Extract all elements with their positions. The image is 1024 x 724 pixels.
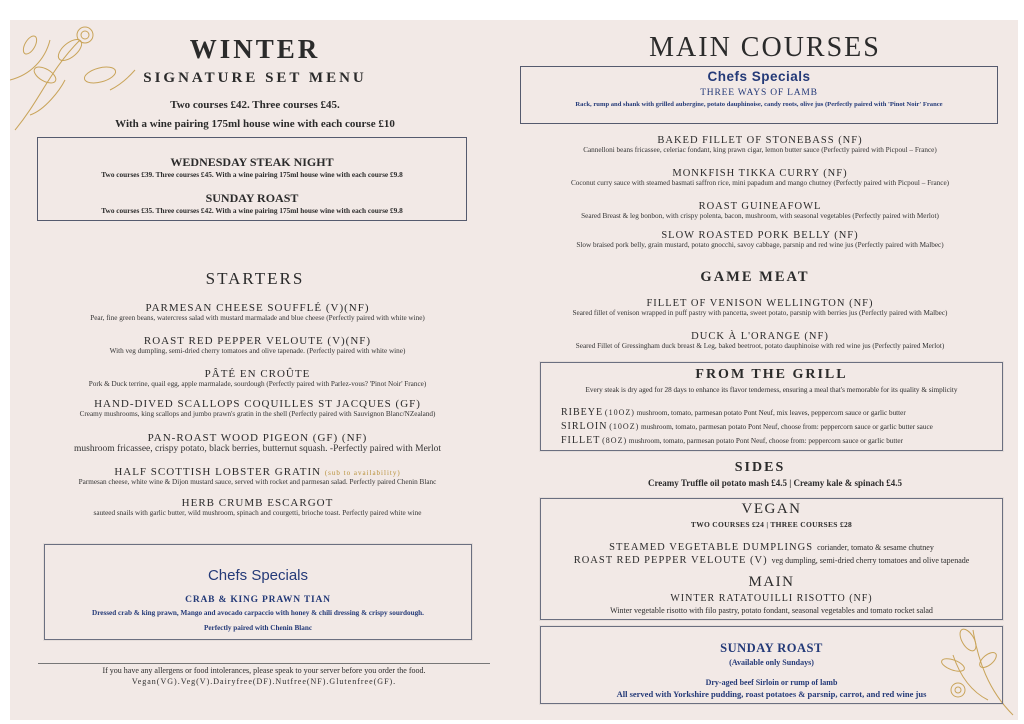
dish-desc: Seared fillet of venison wrapped in puff pastry with pancetta, sweet potato, parsnip with berries jus (Perfectly paired with Malbec)	[572, 309, 948, 317]
chefs-specials-title: Chefs Specials	[207, 567, 309, 584]
dish-desc: Seared Breast & leg bonbon, with crispy polenta, bacon, mushroom, with seasonal vegetables (Perfectly paired with Merlot)	[581, 212, 939, 220]
steak-row	[561, 435, 1001, 446]
list-item	[541, 550, 1002, 568]
list-item	[530, 298, 990, 331]
dish-desc: veg dumpling, semi-dried cherry tomatoes and olive tapenade	[771, 556, 970, 565]
dish-name: FILLET OF VENISON WELLINGTON (NF)	[646, 298, 874, 309]
chefs-dish: THREE WAYS OF LAMB	[700, 88, 818, 98]
dish-desc: Pear, fine green beans, watercress salad with mustard marmalade and blue cheese (Perfectly paired with white wine)	[90, 314, 425, 322]
dish-desc: mushroom fricassee, crispy potato, black berries, butternut squash. -Perfectly paired with Merlot	[74, 444, 441, 454]
menu-sheet	[10, 20, 1018, 720]
dish-name: ROAST RED PEPPER VELOUTE (V)	[573, 555, 768, 566]
dish-desc: sauteed snails with garlic butter, wild mushroom, spinach and courgetti, brioche toast. Perfectly paired white wine	[93, 509, 422, 517]
sunday-roast-title: SUNDAY ROAST	[205, 191, 299, 205]
list-item	[530, 135, 990, 168]
list-item	[530, 230, 990, 260]
sunday-line-2: All served with Yorkshire pudding, roast potatoes & parsnip, carrot, and red wine jus	[616, 689, 927, 699]
chefs-specials-box-left	[44, 544, 472, 640]
page-subtitle: SIGNATURE SET MENU	[143, 70, 367, 86]
steak-size: (10OZ)	[604, 408, 635, 417]
sides-title: SIDES	[734, 460, 786, 475]
mains-list	[530, 135, 990, 260]
steak-size: (8OZ)	[602, 436, 628, 445]
dish-desc: Parmesan cheese, white wine & Dijon mustard sauce, served with rocket and parmesan salad. Perfectly paired Chenin Blanc	[78, 478, 437, 486]
dish-desc: Creamy mushrooms, king scallops and jumbo prawn's gratin in the shell (Perfectly paired with Sauvignon Blanc/NZealand)	[79, 410, 436, 418]
list-item	[30, 335, 485, 368]
starters-title: STARTERS	[205, 269, 305, 288]
steak-night-line: Two courses £39. Three courses £45. With a wine pairing 175ml house wine with each course £9.8	[101, 170, 403, 179]
steak-row	[561, 421, 1001, 432]
dish-name	[30, 466, 485, 478]
dish-desc: Pork & Duck terrine, quail egg, apple marmalade, sourdough (Perfectly paired with Parlez-vous? 'Pinot Noir' France)	[88, 380, 427, 388]
vegan-box	[540, 498, 1003, 620]
list-item	[30, 432, 485, 466]
steak-size: (10OZ)	[609, 422, 640, 431]
list-item	[530, 201, 990, 230]
steak-desc: mushroom, tomato, parmesan potato Pont Neuf, mix leaves, peppercorn sauce or garlic butter	[636, 409, 906, 417]
dish-name: STEAMED VEGETABLE DUMPLINGS	[609, 542, 814, 553]
availability-note: (sub to availability)	[324, 469, 401, 477]
grill-title: FROM THE GRILL	[695, 367, 848, 382]
dish-name: DUCK À L'ORANGE (NF)	[691, 331, 829, 342]
dietary-codes: Vegan(VG).Veg(V).Dairyfree(DF).Nutfree(NF).Glutenfree(GF).	[131, 677, 397, 686]
sunday-roast-box	[540, 626, 1003, 704]
steak-name: RIBEYE	[561, 407, 604, 418]
dish-name: PÂTÉ EN CROÛTE	[204, 368, 311, 380]
chefs-specials-title: Chefs Specials	[707, 69, 811, 84]
vegan-main-desc: Winter vegetable risotto with filo pastry, potato fondant, seasonal vegetables and tomato rocket salad	[610, 606, 933, 615]
steak-name: FILLET	[561, 435, 601, 446]
steak-name: SIRLOIN	[561, 421, 608, 432]
dish-name: PAN-ROAST WOOD PIGEON (GF) (NF)	[147, 432, 368, 444]
sides-line: Creamy Truffle oil potato mash £4.5 | Creamy kale & spinach £4.5	[647, 478, 903, 488]
dish-name: HAND-DIVED SCALLOPS COQUILLES ST JACQUES (GF)	[94, 398, 421, 410]
list-item	[30, 368, 485, 398]
page-title: WINTER	[189, 34, 321, 64]
chefs-pairing: Perfectly paired with Chenin Blanc	[203, 624, 313, 632]
sunday-roast-title: SUNDAY ROAST	[720, 641, 823, 655]
vegan-main-name: WINTER RATATOUILLI RISOTTO (NF)	[670, 593, 873, 604]
promo-box	[37, 137, 467, 221]
dish-name: HERB CRUMB ESCARGOT	[181, 497, 334, 509]
list-item	[30, 302, 485, 335]
sunday-roast-line: Two courses £35. Three courses £42. With a wine pairing 175ml house wine with each course £9.8	[101, 206, 403, 215]
wine-pairing-line: With a wine pairing 175ml house wine with each course £10	[115, 118, 395, 130]
dish-desc: Cannelloni beans fricassee, celeriac fondant, king prawn cigar, lemon butter sauce (Perfectly paired with Picpoul – France)	[583, 146, 937, 154]
chefs-desc: Rack, rump and shank with grilled aubergine, potato dauphinoise, candy roots, olive jus (Perfectly paired with 'Pinot Noir' France	[575, 101, 943, 108]
dish-name: BAKED FILLET OF STONEBASS (NF)	[657, 135, 863, 146]
vegan-prices: TWO COURSES £24 | THREE COURSES £28	[690, 520, 853, 529]
vegan-main-title: MAIN	[748, 574, 795, 590]
steak-night-title: WEDNESDAY STEAK NIGHT	[170, 155, 334, 169]
list-item	[30, 466, 485, 497]
footer-divider	[38, 663, 490, 664]
dish-desc: Coconut curry sauce with steamed basmati saffron rice, mini papadum and mango chutney (Perfectly paired with Picpoul – France)	[570, 179, 950, 187]
dish-name: PARMESAN CHEESE SOUFFLÉ (V)(NF)	[145, 302, 370, 314]
sunday-line-1: Dry-aged beef Sirloin or rump of lamb	[705, 678, 838, 687]
chefs-desc: Dressed crab & king prawn, Mango and avocado carpaccio with honey & chili dressing & crispy sourdough.	[92, 609, 424, 617]
dish-desc: Slow braised pork belly, grain mustard, potato gnocchi, savoy cabbage, parsnip and red wine jus (Perfectly paired with Malbec)	[576, 241, 944, 249]
chefs-specials-box-right	[520, 66, 998, 124]
dish-name: ROAST RED PEPPER VELOUTE (V)(NF)	[143, 335, 372, 347]
dish-desc: Seared Fillet of Gressingham duck breast & Leg, baked beetroot, potato dauphinoise with red wine jus (Perfectly paired Merlot)	[575, 342, 945, 350]
grill-intro: Every steak is dry aged for 28 days to enhance its flavor tenderness, ensuring a meal that's memorable for its quality & simplicity	[585, 386, 958, 394]
dish-name-text: HALF SCOTTISH LOBSTER GRATIN	[114, 466, 322, 478]
dish-name: ROAST GUINEAFOWL	[698, 201, 822, 212]
game-list	[530, 298, 990, 361]
list-item	[30, 398, 485, 432]
game-meat-title: GAME MEAT	[700, 269, 810, 285]
steak-desc: mushroom, tomato, parmesan potato Pont Neuf, choose from: peppercorn sauce or garlic butter sauce	[641, 423, 933, 431]
steak-desc: mushroom, tomato, parmesan potato Pont Neuf, choose from: peppercorn sauce or garlic butter	[628, 437, 903, 445]
main-courses-title: MAIN COURSES	[649, 32, 881, 63]
allergen-note: If you have any allergens or food intolerances, please speak to your server before you order the food.	[102, 666, 426, 675]
grill-box	[540, 362, 1003, 451]
chefs-dish: CRAB & KING PRAWN TIAN	[185, 595, 331, 605]
vegan-title: VEGAN	[741, 501, 802, 517]
starters-list	[30, 302, 485, 527]
list-item	[530, 331, 990, 361]
dish-desc: With veg dumpling, semi-dried cherry tomatoes and olive tapenade. (Perfectly paired with white wine)	[109, 347, 406, 355]
dish-desc: coriander, tomato & sesame chutney	[817, 543, 934, 552]
steak-row	[561, 407, 1001, 418]
list-item	[30, 497, 485, 527]
list-item	[530, 168, 990, 201]
sunday-availability: (Available only Sundays)	[729, 658, 814, 667]
dish-name: MONKFISH TIKKA CURRY (NF)	[672, 168, 848, 179]
dish-name: SLOW ROASTED PORK BELLY (NF)	[661, 230, 859, 241]
set-menu-prices: Two courses £42. Three courses £45.	[170, 99, 340, 111]
